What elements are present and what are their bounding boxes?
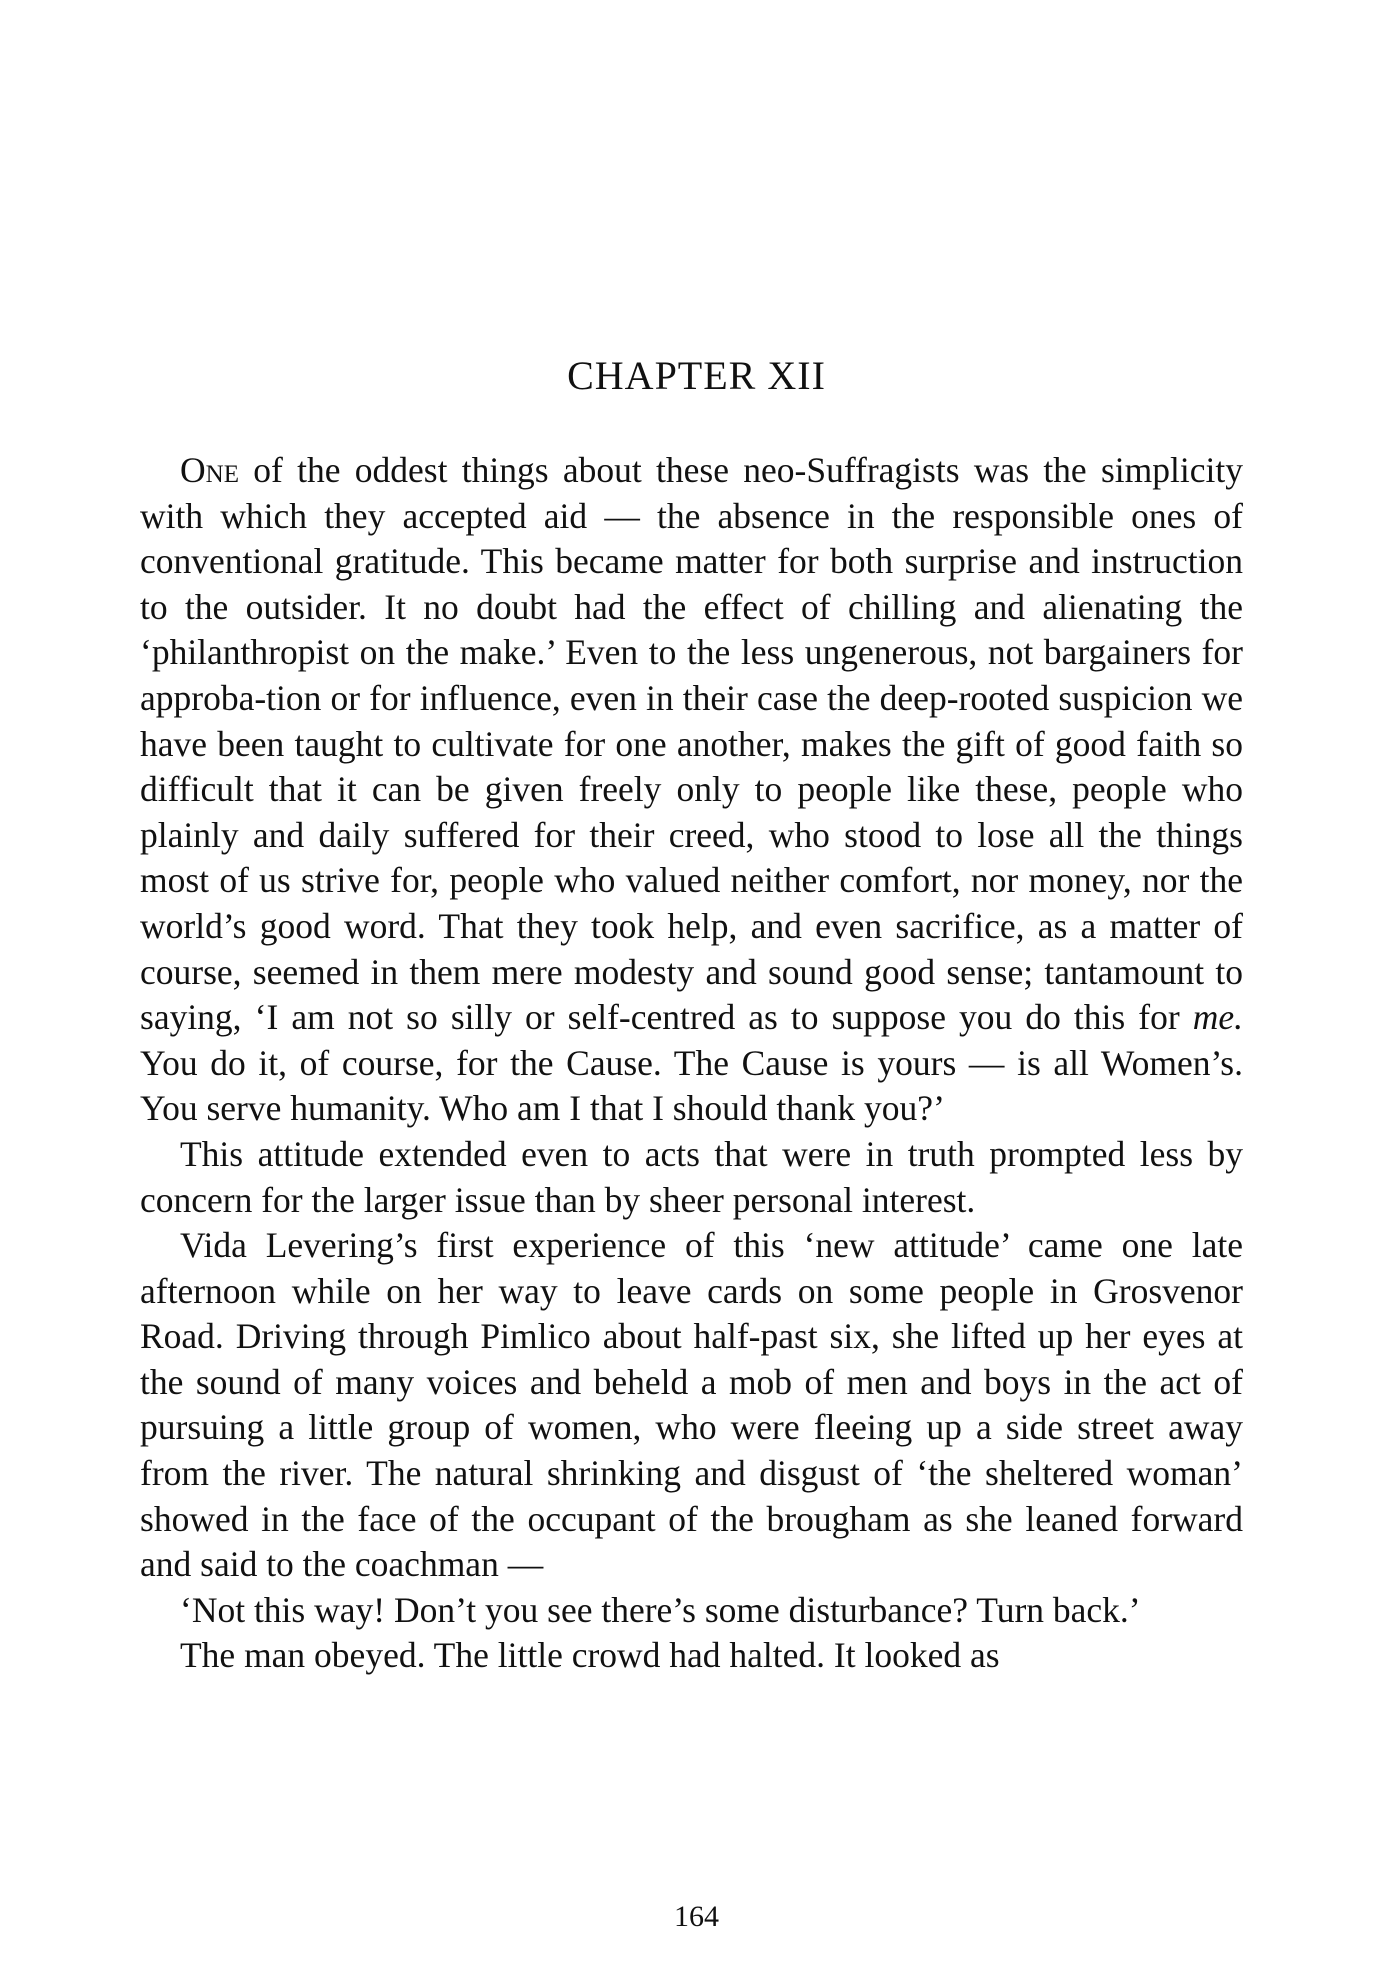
emphasized-word: me.: [1192, 997, 1243, 1038]
paragraph-text-tail: You do it, of course, for the Cause. The Cause is yours — is all Women’s. You serve humanity. Who am I that I should thank you?’: [140, 1042, 1243, 1129]
paragraph: [140, 448, 1243, 1132]
chapter-title: CHAPTER XII: [567, 353, 826, 398]
paragraph: The man obeyed. The little crowd had halted. It looked as: [180, 1635, 1000, 1676]
paragraph: Vida Levering’s first experience of this ‘new attitude’ came one late afternoon while on her way to leave cards on some people in Grosvenor Road. Driving through Pimlico about half-past six, she lifted up her eyes at the sound of many voices and beheld a mob of men and boys in the act of pursuing a little group of women, who were fleeing up a side street away from the river. The natural shrinking and disgust of ‘the sheltered woman’ showed in the face of the occupant of the brougham as she leaned forward and said to the coachman —: [140, 1225, 1243, 1585]
body-text: [140, 448, 1243, 1679]
paragraph: This attitude extended even to acts that were in truth prompted less by concern for the larger issue than by sheer personal interest.: [140, 1133, 1243, 1220]
page-number: 164: [674, 1900, 719, 1933]
paragraph-text: of the oddest things about these neo-Suffragists was the simplicity with which they accepted aid — the absence in the responsible ones of conventional gratitude. This became matter for both surprise and instruction to the outsider. It no doubt had the effect of chilling and alienating the ‘philanthropist on the make.’ Even to the less ungenerous, not bargainers for approba-tion or for influence, even in their case the deep-rooted suspicion we have been taught to cultivate for one another, makes the gift of good faith so difficult that it can be given freely only to people like these, people who plainly and daily suffered for their creed, who stood to lose all the things most of us strive for, people who valued neither comfort, nor money, nor the world’s good word. That they took help, and even sacrifice, as a matter of course, seemed in them mere modesty and sound good sense; tantamount to saying, ‘I am not so silly or self-centred as to suppose you do this for: [140, 450, 1243, 1038]
paragraph: ‘Not this way! Don’t you see there’s some disturbance? Turn back.’: [180, 1589, 1141, 1630]
paragraph-lead-word: One: [180, 450, 239, 490]
